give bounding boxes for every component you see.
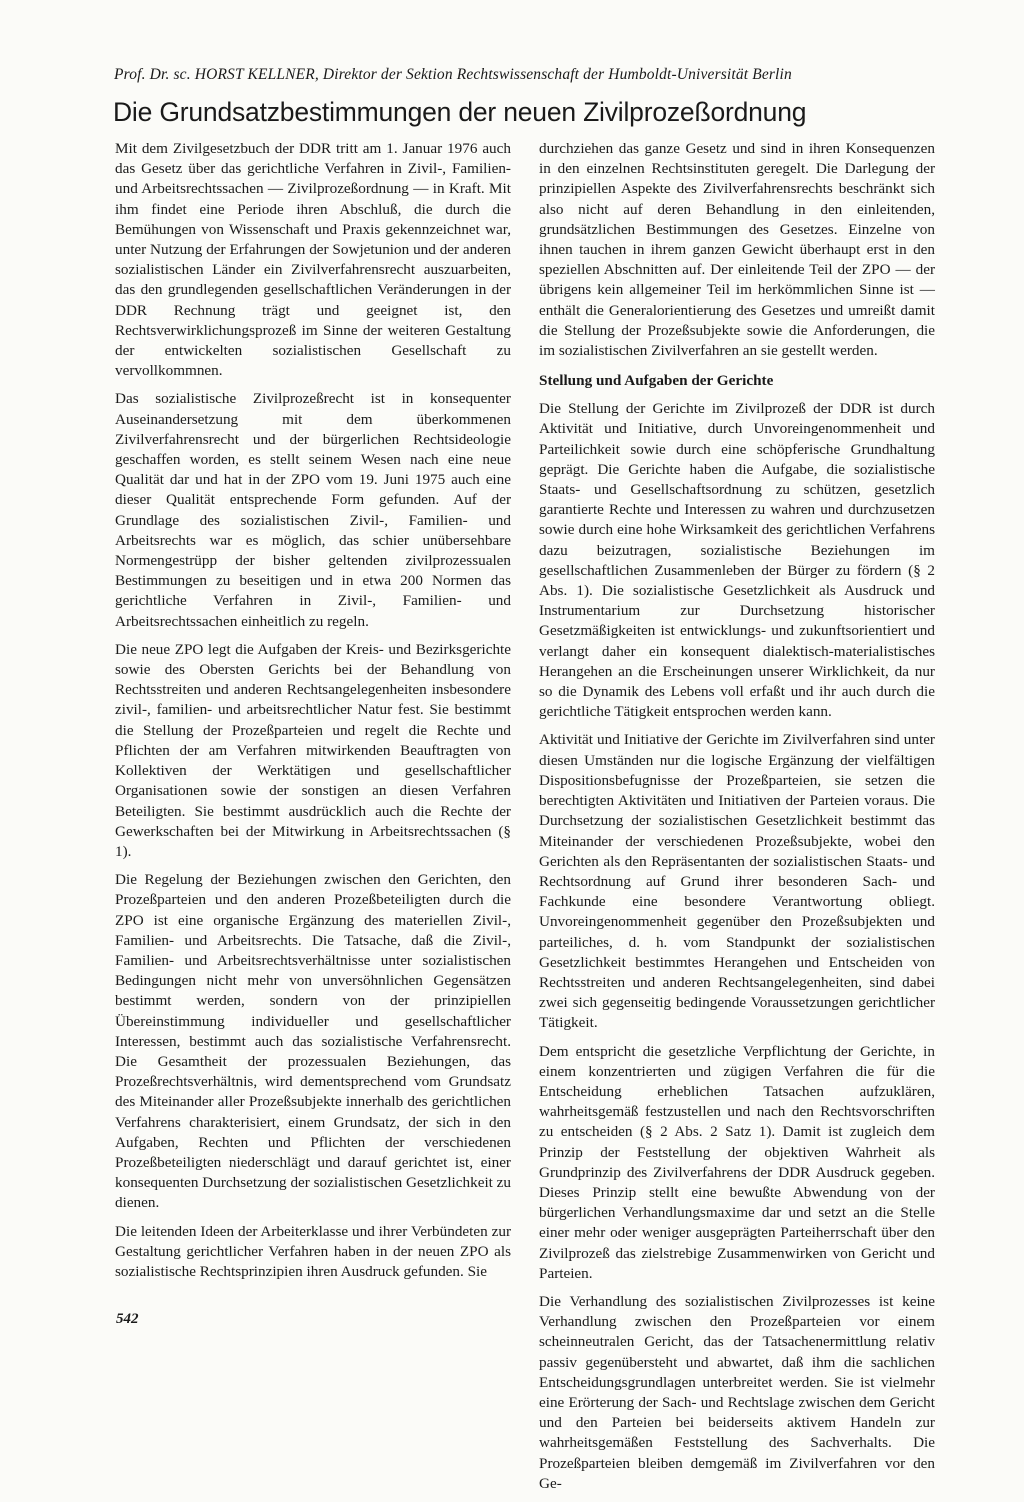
paragraph: Die neue ZPO legt die Aufgaben der Kreis- und Bezirksgerichte sowie des Obersten Gerichts bei der Behandlung von Rechtsstreiten und anderen Rechtsangelegenheiten insbesondere zivil-, familien- und arbeitsrechtlicher Natur fest. Sie bestimmt die Stellung der Prozeßparteien und regelt die Rechte und Pflichten der am Verfahren mitwirkenden Beauftragten von Kollektiven der Werktätigen und gesellschaftlicher Organisationen sowie der sonstigen an diesen Verfahren Beteiligten. Sie bestimmt ausdrücklich auch die Rechte der Gewerkschaften bei der Mitwirkung in Arbeitsrechtssachen (§ 1).	[115, 640, 511, 860]
paragraph-continuation: durchziehen das ganze Gesetz und sind in ihren Konsequenzen in den einzelnen Rechtsinstituten geregelt. Die Darlegung der prinzipiellen Aspekte des Zivilverfahrensrechts beschränkt sich also nicht auf deren Behandlung in den einleitenden, grundsätzlichen Bestimmungen des Gesetzes. Einzelne von ihnen tauchen in ihrem ganzen Gewicht überhaupt erst in den speziellen Abschnitten auf. Der einleitende Teil der ZPO — der übrigens kein allgemeiner Teil im herkömmlichen Sinne ist — enthält die Generalorientierung des Gesetzes und umreißt damit die Stellung der Prozeßsubjekte sowie die Anforderungen, die im sozialistischen Zivilverfahren an sie gestellt werden.	[539, 140, 935, 360]
paragraph: Die leitenden Ideen der Arbeiterklasse und ihrer Verbündeten zur Gestaltung gerichtlicher Verfahren haben in der neuen ZPO als sozialistische Rechtsprinzipien ihren Ausdruck gefunden. Sie	[115, 1222, 511, 1280]
right-column	[539, 139, 935, 1502]
paragraph: Das sozialistische Zivilprozeßrecht ist in konsequenter Auseinandersetzung mit dem überkommenen Zivilverfahrensrecht und der bürgerlichen Rechtsideologie geschaffen worden, es stellt seinem Wesen nach eine neue Qualität dar und hat in der ZPO vom 19. Juni 1975 auch eine dieser Qualität entsprechende Form gefunden. Auf der Grundlage des sozialistischen Zivil-, Familien- und Arbeitsrechts war es möglich, das schier unübersehbare Normengestrüpp der bisher geltenden zivilprozessualen Bestimmungen zu beseitigen und in etwa 200 Normen das gerichtliche Verfahren in Zivil-, Familien- und Arbeitsrechtssachen einheitlich zu regeln.	[115, 390, 511, 630]
page-number: 542	[116, 1311, 139, 1327]
paragraph: Dem entspricht die gesetzliche Verpflichtung der Gerichte, in einem konzentrierten und zügigen Verfahren die für die Entscheidung erheblichen Tatsachen aufzuklären, wahrheitsgemäß festzustellen und nach den Rechtsvorschriften zu entscheiden (§ 2 Abs. 2 Satz 1). Damit ist zugleich dem Prinzip der Feststellung der objektiven Wahrheit als Grundprinzip des Zivilverfahrens der DDR Ausdruck gegeben. Dieses Prinzip stellt eine bewußte Abwendung von der bürgerlichen Verhandlungsmaxime dar und setzt an die Stelle einer mehr oder weniger ausgeprägten Parteiherrschaft über den Zivilprozeß das zielstrebige Zusammenwirken von Gericht und Parteien.	[539, 1042, 935, 1282]
left-column	[115, 139, 511, 1290]
paragraph: Mit dem Zivilgesetzbuch der DDR tritt am 1. Januar 1976 auch das Gesetz über das gerichtliche Verfahren in Zivil-, Familien- und Arbeitsrechtssachen — Zivilprozeßordnung — in Kraft. Mit ihm findet eine Periode ihren Abschluß, die durch die Bemühungen von Wissenschaft und Praxis gekennzeichnet war, unter Nutzung der Erfahrungen der Sowjetunion und der anderen sozialistischen Länder ein Zivilverfahrensrecht auszuarbeiten, das den grundlegenden gesellschaftlichen Veränderungen in der DDR Rechnung trägt und geeignet ist, den Rechtsverwirklichungsprozeß im Sinne der weiteren Gestaltung der entwickelten sozialistischen Gesellschaft zu vervollkommnen.	[115, 140, 511, 380]
article-title: Die Grundsatzbestimmungen der neuen Zivilprozeßordnung	[113, 97, 807, 127]
paragraph: Die Regelung der Beziehungen zwischen den Gerichten, den Prozeßparteien und den anderen Prozeßbeteiligten durch die ZPO ist eine organische Ergänzung des materiellen Zivil-, Familien- und Arbeitsrechts. Die Tatsache, daß die Zivil-, Familien- und Arbeitsrechtsverhältnisse unter sozialistischen Bedingungen nicht mehr von unversöhnlichen Gegensätzen bestimmt werden, sondern von der prinzipiellen Übereinstimmung individueller und gesellschaftlicher Interessen, bestimmt auch das sozialistische Verfahrensrecht. Die Gesamtheit der prozessualen Beziehungen, das Prozeßrechtsverhältnis, wird dementsprechend vom Grundsatz des Miteinander aller Prozeßsubjekte innerhalb des gerichtlichen Verfahrens charakterisiert, einem Grundsatz, der sich in den Aufgaben, Rechten und Pflichten der verschiedenen Prozeßbeteiligten niederschlägt und darauf gerichtet ist, einer konsequenten Durchsetzung der sozialistischen Gesetzlichkeit zu dienen.	[115, 871, 512, 1212]
paragraph: Die Verhandlung des sozialistischen Zivilprozesses ist keine Verhandlung zwischen den Prozeßparteien vor einem scheinneutralen Gericht, das der Tatsachenermittlung relativ passiv gegenübersteht und abwartet, daß ihm die sachlichen Entscheidungsgrundlagen unterbreitet werden. Sie ist vielmehr eine Erörterung der Sach- und Rechtslage zwischen dem Gericht und den Parteien bei beiderseits aktivem Handeln zur wahrheitsgemäßen Feststellung des Sachverhalts. Die Prozeßparteien bleiben demgemäß im Zivilverfahren vor den Ge-	[539, 1292, 935, 1492]
section-heading: Stellung und Aufgaben der Gerichte	[539, 372, 774, 390]
author-byline: Prof. Dr. sc. HORST KELLNER, Direktor der Sektion Rechtswissenschaft der Humboldt-Universität Berlin	[114, 66, 792, 83]
paragraph: Die Stellung der Gerichte im Zivilprozeß der DDR ist durch Aktivität und Initiative, durch Unvoreingenommenheit und Parteilichkeit sowie durch eine schöpferische Grundhaltung geprägt. Die Gerichte haben die Aufgabe, die sozialistische Staats- und Gesellschaftsordnung zu schützen, gesetzlich garantierte Rechte und Interessen zu wahren und durchzusetzen sowie durch eine hohe Wirksamkeit des gerichtlichen Verfahrens dazu beizutragen, sozialistische Beziehungen im gesellschaftlichen Zusammenleben der Bürger zu fördern (§ 2 Abs. 1). Die sozialistische Gesetzlichkeit als Ausdruck und Instrumentarium zur Durchsetzung historischer Gesetzmäßigkeiten ist entwicklungs- und zukunftsorientiert und verlangt daher ein konsequent dialektisch-materialistisches Herangehen an die Erscheinungen unserer Wirklichkeit, da nur so die Dynamik des Lebens voll erfaßt und ihr auch durch die gerichtliche Tätigkeit entsprochen werden kann.	[539, 400, 935, 721]
paragraph: Aktivität und Initiative der Gerichte im Zivilverfahren sind unter diesen Umständen nur die logische Ergänzung der vielfältigen Dispositionsbefugnisse der Prozeßparteien, sie setzen die berechtigten Aktivitäten und Initiativen der Parteien voraus. Die Durchsetzung der sozialistischen Gesetzlichkeit bestimmt das Miteinander der verschiedenen Prozeßsubjekte, wobei den Gerichten als den Repräsentanten der sozialistischen Staats- und Rechtsordnung auf Grund ihrer besonderen Sach- und Fachkunde eine besondere Verantwortung obliegt. Unvoreingenommenheit gegenüber den Prozeßsubjekten und parteiliches, d. h. vom Standpunkt der sozialistischen Gesetzlichkeit bestimmtes Herangehen und Entscheiden von Rechtsstreiten und anderen Rechtsangelegenheiten, sind dabei zwei sich gegenseitig bedingende Voraussetzungen gerichtlicher Tätigkeit.	[539, 731, 935, 1032]
